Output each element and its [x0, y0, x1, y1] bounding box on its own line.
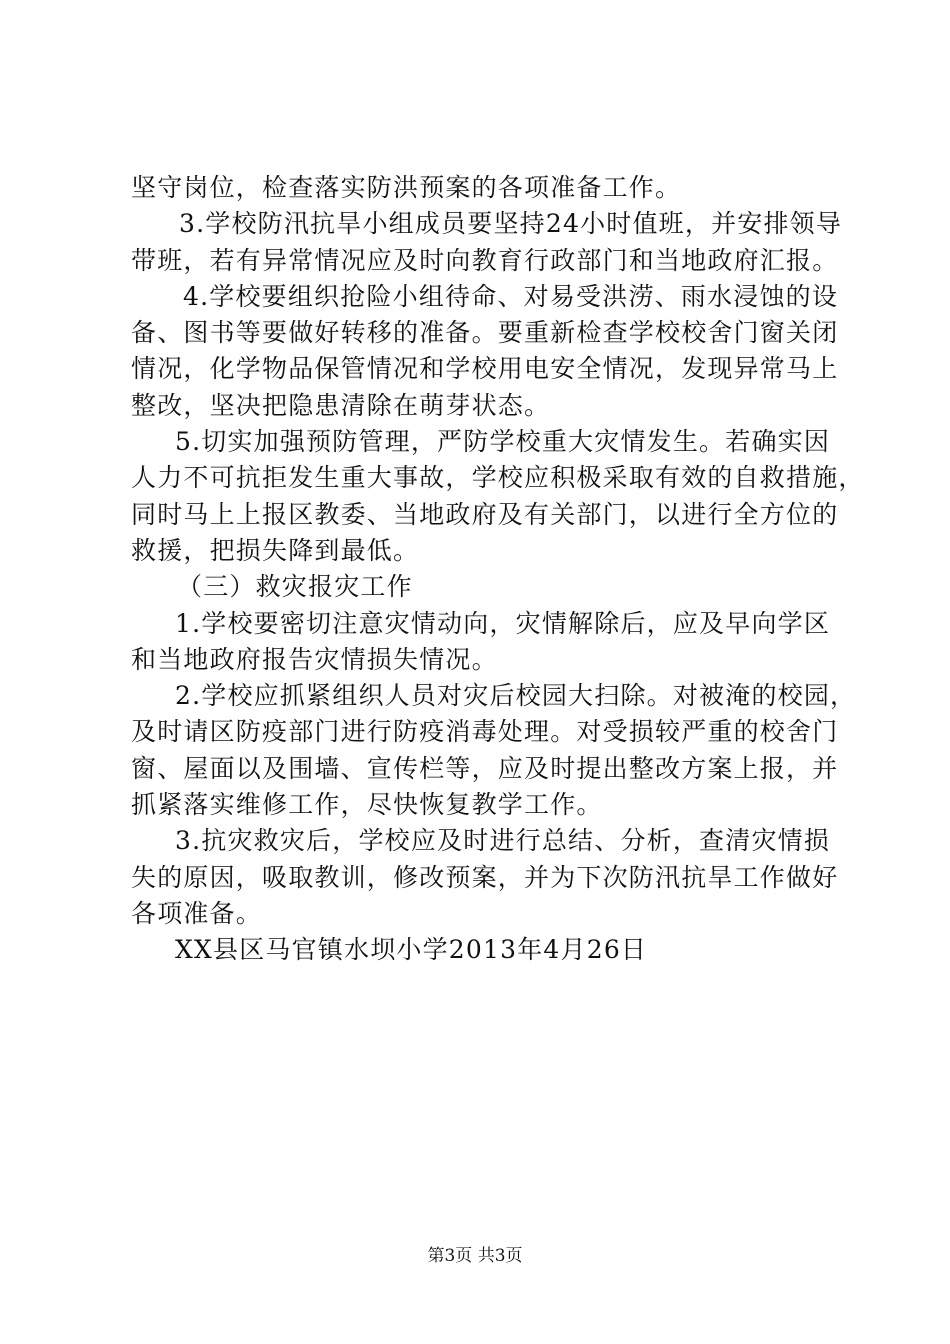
text-line: 备、图书等要做好转移的准备。要重新检查学校校舍门窗关闭 [131, 318, 839, 348]
paragraph-item-4-start: 4.学校要组织抢险小组待命、对易受洪涝、雨水浸蚀的设 [183, 281, 839, 311]
paragraph-item-2-start: 2.学校应抓紧组织人员对灾后校园大扫除。对被淹的校园， [175, 681, 857, 711]
paragraph-item-3-start: 3.抗灾救灾后，学校应及时进行总结、分析，查清灾情损 [175, 826, 831, 856]
text-line: 各项准备。 [131, 898, 263, 928]
signature-date-line: XX县区马官镇水坝小学2013年4月26日 [175, 935, 648, 965]
text-line: 窗、屋面以及围墙、宣传栏等，应及时提出整改方案上报，并 [131, 753, 839, 783]
text-line: 失的原因，吸取教训，修改预案，并为下次防汛抗旱工作做好 [131, 862, 839, 892]
text-line: 坚守岗位，检查落实防洪预案的各项准备工作。 [131, 173, 682, 202]
text-line: 同时马上上报区教委、当地政府及有关部门，以进行全方位的 [131, 499, 839, 529]
text-line: 及时请区防疫部门进行防疫消毒处理。对受损较严重的校舍门 [131, 717, 839, 747]
text-line: 人力不可抗拒发生重大事故，学校应积极采取有效的自救措施， [131, 463, 865, 493]
text-line: 整改，坚决把隐患清除在萌芽状态。 [131, 390, 551, 420]
text-line: 和当地政府报告灾情损失情况。 [131, 644, 498, 674]
text-line: 情况，化学物品保管情况和学校用电安全情况，发现异常马上 [131, 354, 839, 384]
paragraph-item-1-start: 1.学校要密切注意灾情动向，灾情解除后，应及早向学区 [175, 608, 831, 638]
paragraph-item-3-start: 3.学校防汛抗旱小组成员要坚持24小时值班，并安排领导 [179, 209, 843, 239]
section-heading: （三）救灾报灾工作 [177, 572, 413, 602]
page-number-footer: 第3页 共3页 [427, 1246, 523, 1266]
text-line: 救援，把损失降到最低。 [131, 535, 420, 565]
text-line: 抓紧落实维修工作，尽快恢复教学工作。 [131, 790, 603, 820]
document-body [131, 170, 865, 969]
paragraph-item-5-start: 5.切实加强预防管理，严防学校重大灾情发生。若确实因 [175, 427, 831, 457]
text-line: 带班，若有异常情况应及时向教育行政部门和当地政府汇报。 [131, 245, 839, 275]
